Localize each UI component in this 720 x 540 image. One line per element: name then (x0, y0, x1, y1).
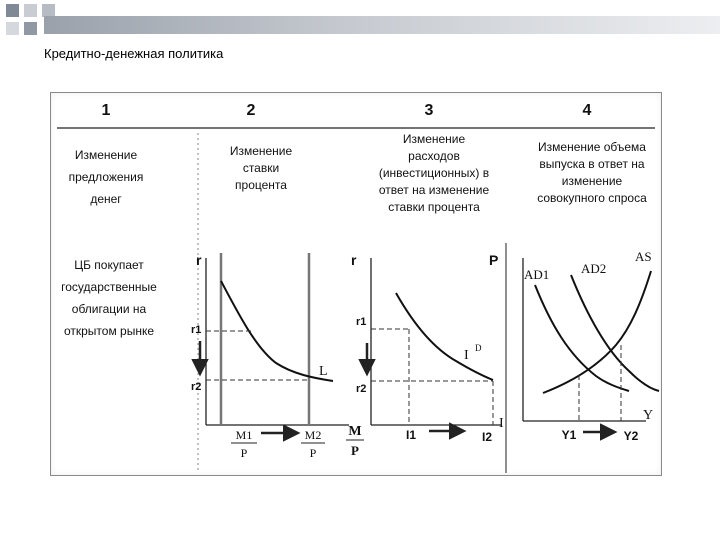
svg-text:денег: денег (90, 192, 122, 206)
money-m1-label: M1 (235, 428, 253, 442)
col4-heading (537, 140, 647, 205)
money-x-axis-den: P (351, 443, 359, 458)
money-market-panel (191, 252, 367, 460)
investment-demand-curve (396, 293, 493, 380)
money-m2-label: M2 (304, 428, 322, 442)
svg-text:совокупного спроса: совокупного спроса (537, 191, 647, 205)
col4-number: 4 (582, 102, 592, 119)
invest-i1-label: I1 (405, 428, 417, 442)
svg-text:(инвестиционных) в: (инвестиционных) в (378, 166, 490, 180)
col2-heading (230, 144, 293, 192)
invest-i2-label: I2 (481, 430, 493, 444)
svg-text:государственные: государственные (61, 280, 157, 294)
ad2-label: AD2 (581, 261, 607, 276)
liquidity-demand-curve (221, 281, 333, 381)
svg-text:Изменение объема: Изменение объема (538, 140, 646, 154)
output-panel (523, 249, 659, 443)
investment-panel (351, 252, 504, 444)
svg-text:облигации на: облигации на (71, 302, 147, 316)
svg-text:выпуска в ответ на: выпуска в ответ на (539, 157, 645, 171)
svg-text:открытом рынке: открытом рынке (63, 324, 155, 338)
svg-text:ставки процента: ставки процента (388, 200, 480, 214)
ad1-label: AD1 (524, 267, 550, 282)
col3-heading (379, 132, 490, 214)
ad2-curve (571, 275, 659, 391)
invest-r2-label: r2 (356, 383, 367, 395)
svg-text:Изменение: Изменение (74, 148, 138, 162)
as-curve (543, 271, 651, 393)
liquidity-curve-label: L (319, 364, 328, 379)
col1-action (61, 258, 157, 338)
svg-text:предложения: предложения (68, 170, 144, 184)
invest-curve-sup: D (475, 343, 482, 353)
col1-number: 1 (101, 102, 111, 119)
money-y-axis-label: r (196, 252, 202, 268)
money-x-axis-label: M (348, 424, 362, 439)
invest-r1-label: r1 (356, 316, 367, 328)
col1-heading (69, 148, 144, 206)
diagram-frame (50, 92, 662, 476)
invest-x-axis-label: I (499, 416, 504, 431)
header-bar (44, 16, 720, 34)
output-y2-label: Y2 (623, 429, 639, 443)
svg-text:ЦБ покупает: ЦБ покупает (74, 258, 144, 272)
svg-text:ставки: ставки (242, 161, 280, 175)
output-y1-label: Y1 (561, 428, 577, 442)
money-m1-den: P (240, 446, 248, 460)
as-label: AS (635, 249, 652, 264)
money-r1-label: r1 (191, 324, 202, 336)
svg-text:Изменение: Изменение (229, 144, 293, 158)
svg-text:изменение: изменение (561, 174, 623, 188)
svg-text:Изменение: Изменение (402, 132, 466, 146)
output-x-axis-label: Y (643, 408, 654, 423)
invest-y-axis-label: r (351, 252, 357, 268)
svg-text:процента: процента (235, 178, 287, 192)
col2-number: 2 (246, 102, 256, 119)
monetary-policy-diagram (51, 93, 661, 475)
slide-title: Кредитно-денежная политика (44, 46, 224, 61)
money-r2-label: r2 (191, 381, 202, 393)
invest-curve-label: I (464, 348, 469, 363)
svg-text:ответ на изменение: ответ на изменение (378, 183, 490, 197)
invest-p-label: P (489, 252, 499, 268)
col3-number: 3 (424, 102, 434, 119)
money-m2-den: P (309, 446, 317, 460)
svg-text:расходов: расходов (408, 149, 460, 163)
